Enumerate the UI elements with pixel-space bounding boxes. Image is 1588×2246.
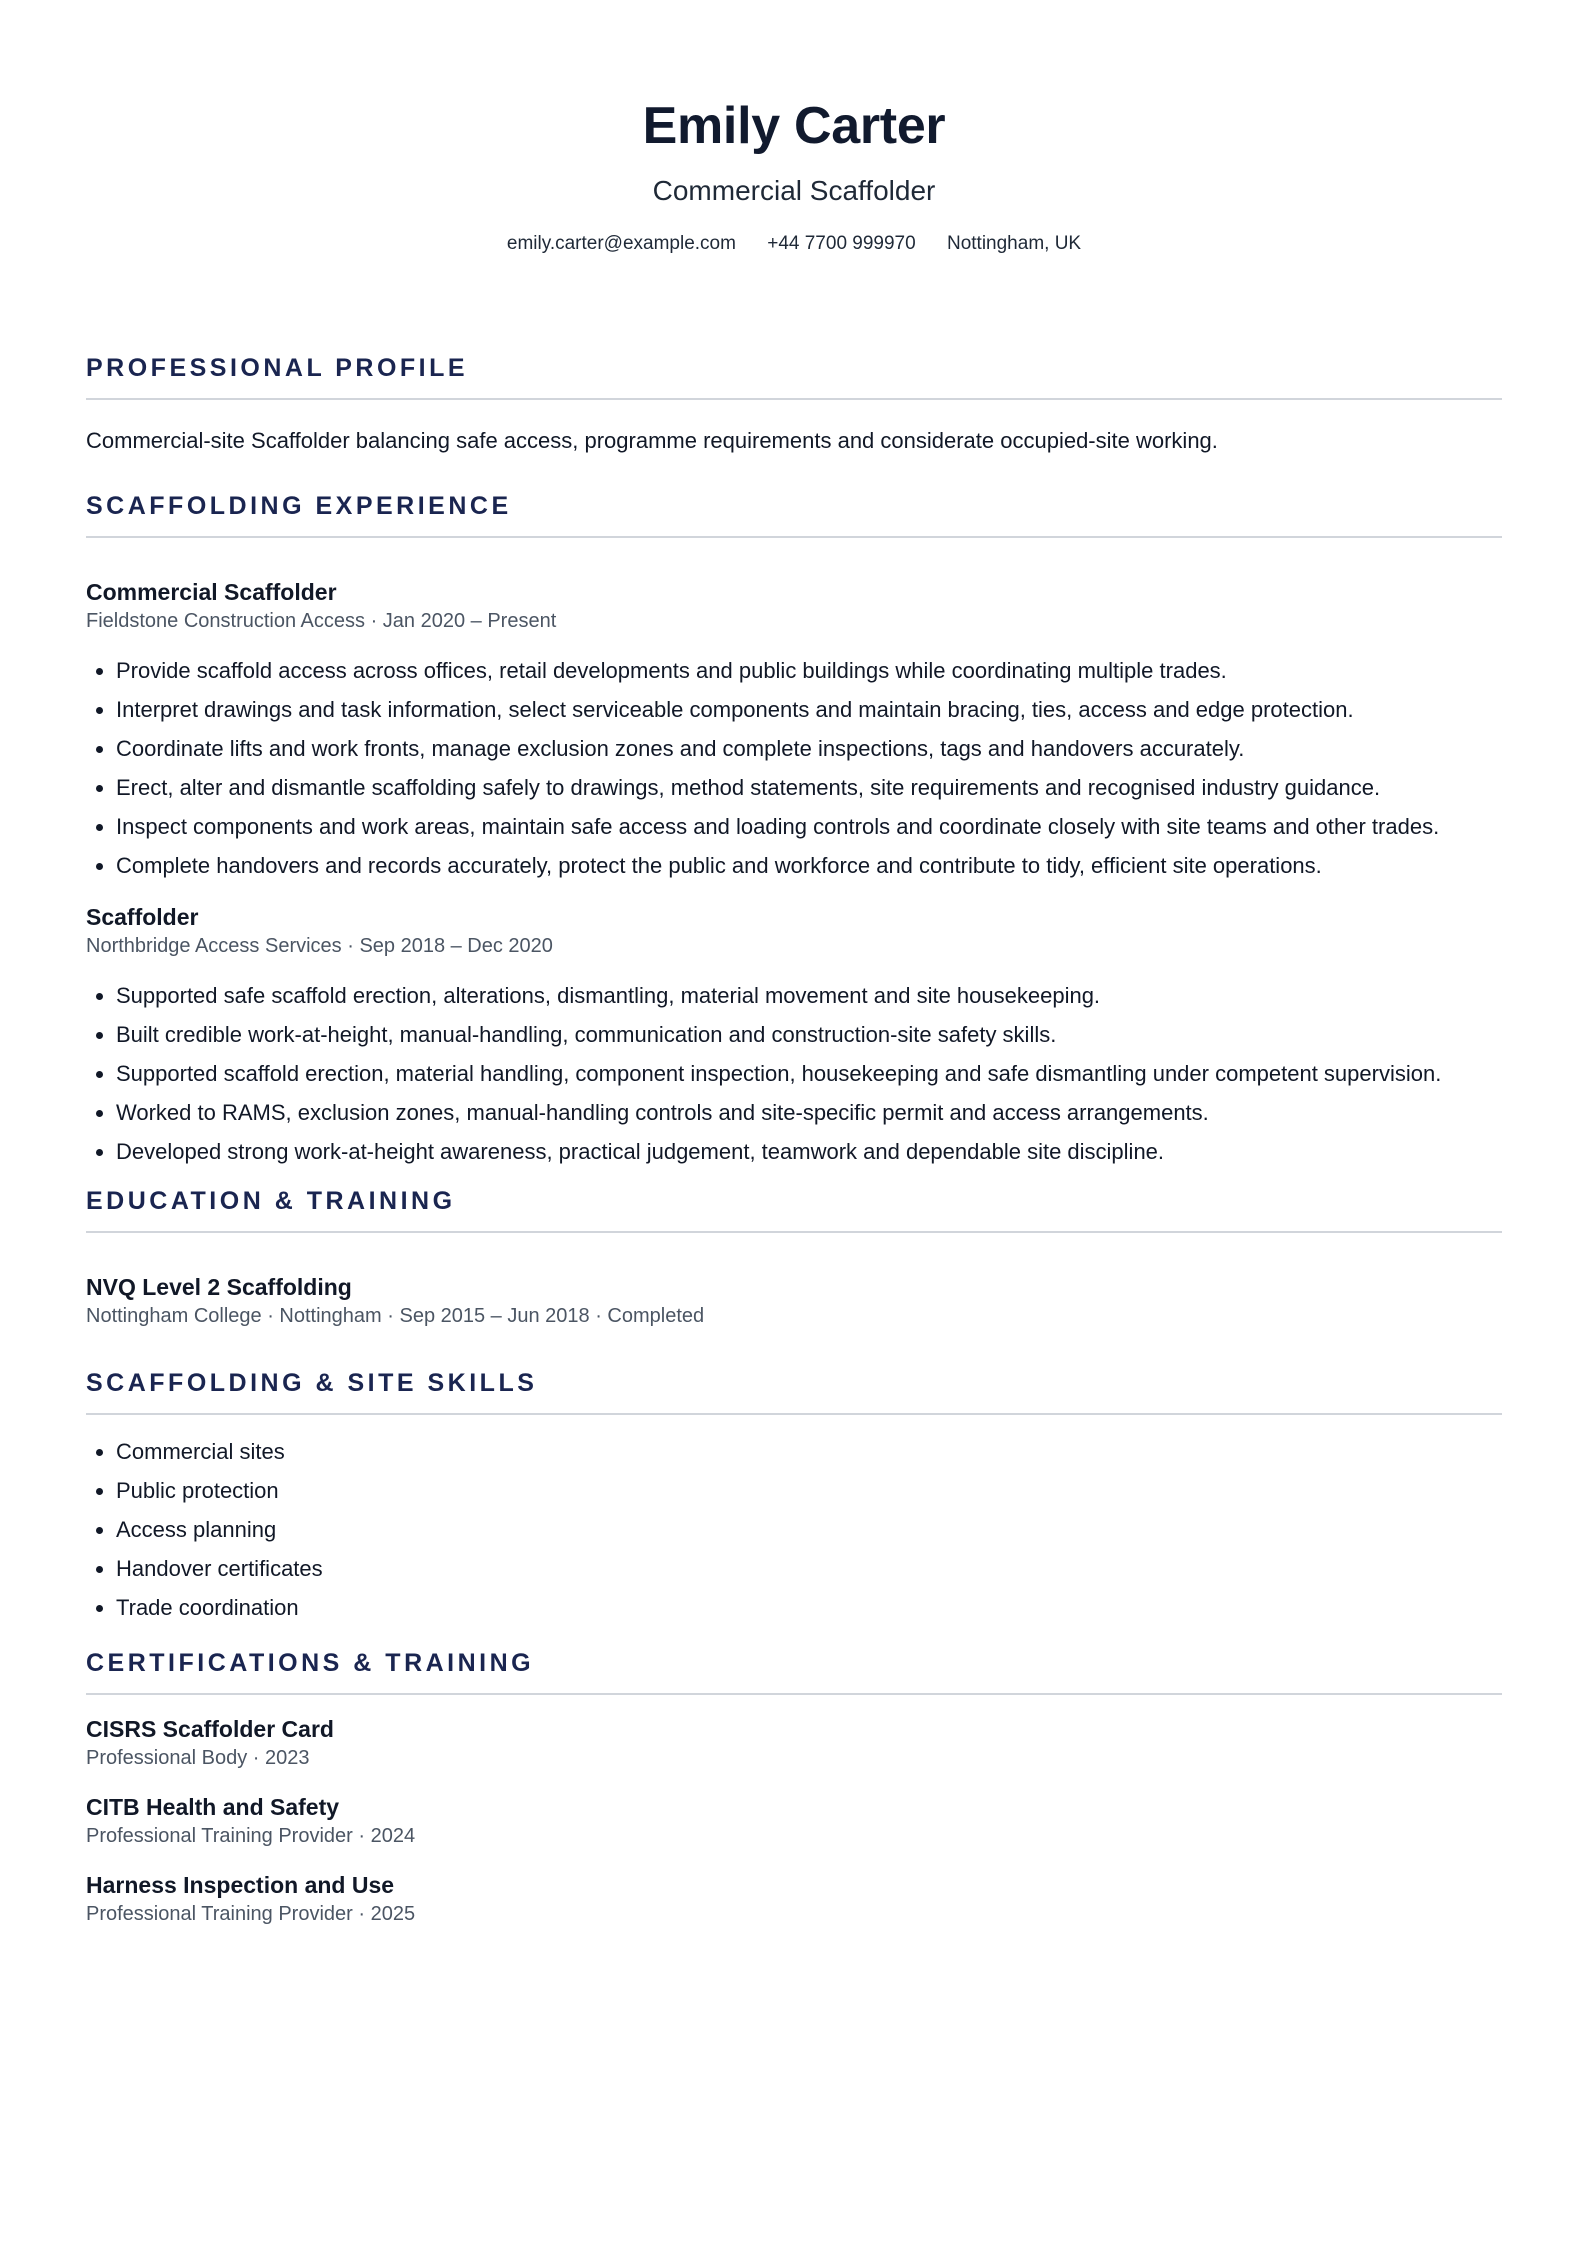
job-bullet: • Worked to RAMS, exclusion zones, manual-handling controls and site-specific permit and access arrangements. xyxy=(116,1098,1502,1128)
certification-meta: Professional Training Provider · 2025 xyxy=(86,1903,416,1925)
contact-location: Nottingham, UK xyxy=(946,233,1082,254)
skills-list xyxy=(86,1437,1502,1623)
certification-entry xyxy=(86,1715,1502,1771)
job-entry xyxy=(86,578,1502,881)
skill-item: • Access planning xyxy=(116,1515,1502,1545)
contact-email[interactable]: emily.carter@example.com xyxy=(506,233,736,254)
certification-meta: Professional Body · 2023 xyxy=(86,1747,310,1769)
skill-item: • Public protection xyxy=(116,1476,1502,1506)
job-meta: Fieldstone Construction Access · Jan 2020 – Present xyxy=(86,610,557,632)
contact-line xyxy=(86,232,1502,256)
job-meta: Northbridge Access Services · Sep 2018 – Dec 2020 xyxy=(86,935,553,957)
profile-section xyxy=(86,352,1502,456)
certification-title: CITB Health and Safety xyxy=(86,1794,340,1820)
resume-header xyxy=(86,0,1502,256)
skills-section xyxy=(86,1367,1502,1623)
job-title: Commercial Scaffolder xyxy=(86,579,337,605)
skill-item: • Handover certificates xyxy=(116,1554,1502,1584)
section-heading-education: EDUCATION & TRAINING xyxy=(86,1185,1502,1233)
skill-item: • Trade coordination xyxy=(116,1593,1502,1623)
certification-title: CISRS Scaffolder Card xyxy=(86,1716,334,1742)
job-title: Scaffolder xyxy=(86,904,199,930)
job-bullet: • Provide scaffold access across offices, retail developments and public buildings while coordinating multiple trades. xyxy=(116,656,1502,686)
job-bullet: • Coordinate lifts and work fronts, manage exclusion zones and complete inspections, tags and handovers accurately. xyxy=(116,734,1502,764)
experience-section xyxy=(86,490,1502,1167)
job-bullet: • Erect, alter and dismantle scaffolding safely to drawings, method statements, site requirements and recognised industry guidance. xyxy=(116,773,1502,803)
job-entry xyxy=(86,903,1502,1167)
job-bullet: • Built credible work-at-height, manual-handling, communication and construction-site safety skills. xyxy=(116,1020,1502,1050)
certification-entry xyxy=(86,1793,1502,1849)
candidate-title: Commercial Scaffolder xyxy=(652,175,936,206)
education-meta: Nottingham College · Nottingham · Sep 2015 – Jun 2018 · Completed xyxy=(86,1305,705,1327)
section-heading-experience: SCAFFOLDING EXPERIENCE xyxy=(86,490,1502,538)
job-bullet: • Interpret drawings and task information, select serviceable components and maintain bracing, ties, access and edge protection. xyxy=(116,695,1502,725)
job-bullet: • Inspect components and work areas, maintain safe access and loading controls and coordinate closely with site teams and other trades. xyxy=(116,812,1502,842)
skill-item: • Commercial sites xyxy=(116,1437,1502,1467)
candidate-name: Emily Carter xyxy=(642,97,946,155)
certification-meta: Professional Training Provider · 2024 xyxy=(86,1825,416,1847)
certification-entry xyxy=(86,1871,1502,1927)
education-section xyxy=(86,1185,1502,1329)
certifications-list xyxy=(86,1715,1502,1927)
job-bullet: • Supported scaffold erection, material handling, component inspection, housekeeping and safe dismantling under competent supervision. xyxy=(116,1059,1502,1089)
section-heading-skills: SCAFFOLDING & SITE SKILLS xyxy=(86,1367,1502,1415)
job-bullet: • Complete handovers and records accurately, protect the public and workforce and contribute to tidy, efficient site operations. xyxy=(116,851,1502,881)
job-bullets xyxy=(86,981,1502,1167)
section-heading-profile: PROFESSIONAL PROFILE xyxy=(86,352,1502,400)
job-bullet: • Supported safe scaffold erection, alterations, dismantling, material movement and site housekeeping. xyxy=(116,981,1502,1011)
job-bullet: • Developed strong work-at-height awareness, practical judgement, teamwork and dependable site discipline. xyxy=(116,1137,1502,1167)
certification-title: Harness Inspection and Use xyxy=(86,1872,395,1898)
education-entry xyxy=(86,1273,1502,1329)
education-title: NVQ Level 2 Scaffolding xyxy=(86,1274,352,1300)
contact-phone[interactable]: +44 7700 999970 xyxy=(767,233,916,254)
job-bullets xyxy=(86,656,1502,881)
certifications-section xyxy=(86,1647,1502,1927)
profile-summary: Commercial-site Scaffolder balancing safe access, programme requirements and considerate occupied-site working. xyxy=(86,428,1218,453)
section-heading-certifications: CERTIFICATIONS & TRAINING xyxy=(86,1647,1502,1695)
